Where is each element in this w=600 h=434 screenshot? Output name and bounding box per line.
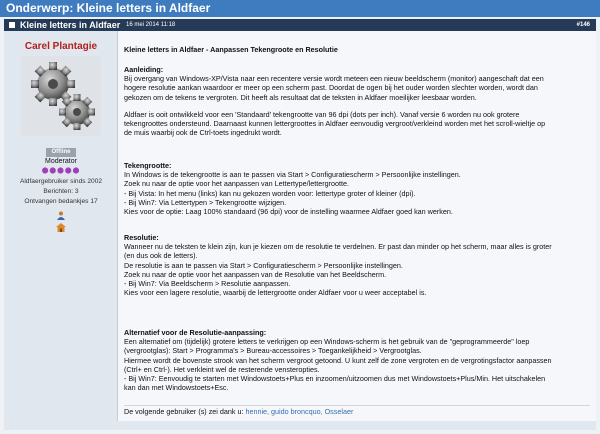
text-line: - Bij Win7: Via Lettertypen > Tekengrootte wijzigen. [124,197,287,207]
paragraph-intro [124,110,590,138]
text-line: Wanneer nu de teksten te klein zijn, kun je kiezen om de resolutie te verdelnen. Er past dan minder op het scherm, maar alles is groter [124,242,552,252]
paragraph-tekengrootte [124,161,590,216]
text-line: tekengroottes ondersteund. Daarnaast kunnen lettergroottes in Aldfaer eenvoudig vergroot/verkleind worden met het scroll-wieltje op [124,119,546,129]
divider [124,405,590,406]
post-count: Berichten: 3 [43,188,79,195]
text-line: hogere resolutie aankan waardoor er meer op een scherm past. Doordat de ogen bij het ouder worden slechter worden, wordt dan [124,83,538,93]
gears-icon [21,56,101,136]
text-line: gekozen om de tekens te vergroten. Dit heeft als resultaat dat de teksten in Aldfaer moeilijker leesbaar worden. [124,92,477,102]
text-line: Een alternatief om (tijdelijk) grotere letters te verkrijgen op een Windows-scherm is het gebruik van de "geprogrammeerde" loep [124,337,530,347]
post-body [4,31,596,421]
post-title[interactable]: Kleine letters in Aldfaer [20,20,121,30]
text-line: Zoek nu naar de optie voor het aanpassen van Lettertype/lettergrootte. [124,179,349,189]
heading: Alternatief voor de Resolutie-aanpassing: [124,328,267,337]
text-line: (vergrootglas): Start > Programma's > Bureau-accessoires > Toegankelijkheid > Vergrootglas. [124,346,422,356]
paragraph-alternatief [124,328,590,392]
text-line: Zoek nu naar de optie voor het aanpassen van de Resolutie van het Beeldscherm. [124,269,387,279]
text-line: Kies voor de optie: Laag 100% standaard (96 dpi) voor de instelling waarmee Aldfaer goed kan werken. [124,207,453,217]
heading: Aanleiding: [124,65,164,74]
home-icon[interactable] [56,223,66,232]
post-footer-bar [4,421,596,430]
post-date: 16 mei 2014 11:18 [126,22,176,28]
text-line: Kies voor een lagere resolutie, waarbij de lettergrootte onder Aldfaer voor u weer acceptabel is. [124,288,427,298]
post-header [4,19,596,31]
text-line: (en dus ook de letters). [124,251,198,261]
text-line: - Bij Vista: In het menu (links) kan nu gekozen worden voor: lettertype groter of kleiner (dpi). [124,188,416,198]
thanks-users[interactable]: hennie, guido broncquo, Osselaer [245,407,354,416]
user-icon[interactable] [56,211,66,220]
paragraph-resolutie [124,233,590,297]
heading: Tekengrootte: [124,161,172,170]
paragraph-aanleiding [124,65,590,102]
text-line: de muis waarbij ook de Ctrl-toets ingedrukt wordt. [124,128,282,138]
rank-stars: ⬤⬤⬤⬤⬤ [41,168,81,174]
text-line: De resolutie is aan te passen via Start > Configuratiescherm > Persoonlijke instellingen. [124,260,403,270]
author-role: Moderator [45,158,77,165]
thanks-prefix: De volgende gebruiker (s) zei dank u: [124,407,244,416]
text-line: (Ctrl+ en Ctrl-). Het verkleint wel de resterende vensteropties. [124,364,320,374]
text-line: Bij overgang van Windows-XP/Vista naar een recentere versie wordt meteen een nieuw beeldscherm (monitor) aangeschaft dat een [124,74,544,84]
topic-title: Onderwerp: Kleine letters in Aldfaer [6,1,211,15]
post-number[interactable]: #146 [576,22,590,28]
author-name[interactable]: Carel Plantagie [24,41,98,52]
post-content [124,39,590,416]
author-sidebar [4,31,118,421]
topic-header-bar [0,0,600,17]
text-line: - Bij Win7: Eenvoudig te starten met Windowstoets+Plus en inzoomen/uitzoomen dus met Windowstoets+Plus/Min. Het uitschakelen [124,374,546,384]
status-badge: Offline [46,148,76,157]
heading: Resolutie: [124,233,159,242]
text-line: In Windows is de tekengrootte is aan te passen via Start > Configuratiescherm > Persoonlijke instellingen. [124,170,461,180]
text-line: kan dan met Windowstoets+Esc. [124,383,229,393]
text-line: Aldfaer is ooit ontwikkeld voor een 'Standaard' tekengrootte van 96 dpi (dots per inch). Vanaf versie 6 worden nu ook grotere [124,110,520,119]
avatar [21,56,101,136]
post-content-title: Kleine letters in Aldfaer - Aanpassen Tekengroote en Resolutie [124,45,338,54]
thanks-received: Ontvangen bedankjes 17 [24,198,98,205]
text-line: Hiermee wordt de bovenste strook van het scherm vergroot getoond. U kunt zelf de zone vergroten en de vergrotingsfactor aanpassen [124,355,552,365]
post-bullet-icon [9,22,15,28]
text-line: - Bij Win7: Via Beeldscherm > Resolutie aanpassen. [124,279,291,289]
thanks-line [124,407,353,416]
member-since: Aldfaergebruiker sinds 2002 [19,178,103,185]
